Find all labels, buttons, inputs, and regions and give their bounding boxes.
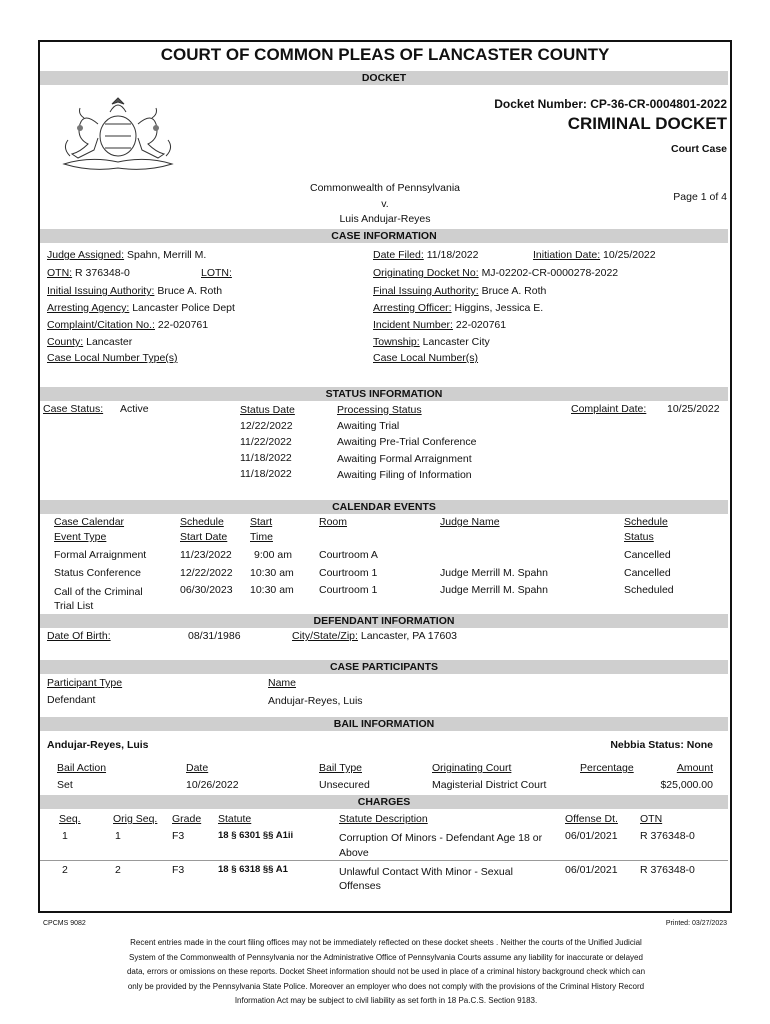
pennsylvania-seal-icon [50,94,186,174]
charge-description: Unlawful Contact With Minor - Sexual [339,866,513,878]
charge-description-line2: Offenses [339,880,381,892]
cal-header-room: Room [319,516,348,528]
charge-seq: 1 [62,830,68,842]
dob: 08/31/1986 [188,630,241,642]
charge-description-line2: Above [339,847,369,859]
calendar-events-band: CALENDAR EVENTS [40,500,728,514]
docket-band: DOCKET [40,71,728,85]
status-date-header: Status Date [240,404,295,416]
lotn-label: LOTN: [201,267,232,279]
cal-date: 12/22/2022 [180,567,233,579]
bail-header-type: Bail Type [319,762,362,774]
disclaimer [80,936,692,1009]
charge-otn: R 376348-0 [640,864,695,876]
township: Township: Lancaster City [373,336,490,348]
arresting-agency: Arresting Agency: Lancaster Police Dept [47,302,235,314]
originating-docket: Originating Docket No: MJ-02202-CR-0000278-2022 [373,267,619,279]
cal-judge: Judge Merrill M. Spahn [440,584,548,596]
disclaimer-line: System of the Commonwealth of Pennsylvania nor the Administrative Office of Pennsylvania Courts assume any liability for inaccurate or delayed [129,952,643,962]
defendant-information-band: DEFENDANT INFORMATION [40,614,728,628]
charge-offense-date: 06/01/2021 [565,830,618,842]
cal-room: Courtroom 1 [319,567,378,579]
charge-otn: R 376348-0 [640,830,695,842]
charge-statute: 18 § 6318 §§ A1 [218,864,288,875]
status-information-band: STATUS INFORMATION [40,387,728,401]
bail-header-percentage: Percentage [580,762,634,774]
cal-status: Scheduled [624,584,674,596]
charge-header-otn: OTN [640,813,663,825]
court-case-label: Court Case [670,143,727,155]
bail-amount: $25,000.00 [660,779,713,791]
charge-offense-date: 06/01/2021 [565,864,618,876]
charge-header-grade: Grade [172,813,202,825]
cal-header-judge: Judge Name [440,516,500,528]
charge-header-description: Statute Description [339,813,428,825]
cal-header-start2: Time [250,531,273,543]
complaint-date-label: Complaint Date: [571,403,647,415]
initiation-date: Initiation Date: 10/25/2022 [533,249,656,261]
bail-header-amount: Amount [676,762,713,774]
cal-header-status2: Status [624,531,654,543]
cal-header-sched2: Start Date [180,531,228,543]
cal-event: Call of the Criminal [54,586,143,598]
status-row: 11/18/2022 [240,452,292,464]
status-row: 12/22/2022 [240,420,293,432]
county: County: Lancaster [47,336,133,348]
bail-date: 10/26/2022 [186,779,239,791]
charge-grade: F3 [172,830,185,842]
cal-room: Courtroom A [319,549,378,561]
cal-event: Status Conference [54,567,141,579]
bail-defendant-name: Andujar-Reyes, Luis [47,739,149,751]
charge-seq: 2 [62,864,68,876]
final-issuing-authority: Final Issuing Authority: Bruce A. Roth [373,285,547,297]
disclaimer-line: Information Act may be subject to civil liability as set forth in 18 Pa.C.S. Section 9183. [234,996,538,1005]
cal-status: Cancelled [624,549,671,561]
case-information-band: CASE INFORMATION [40,229,728,243]
docket-number: Docket Number: CP-36-CR-0004801-2022 [494,97,727,111]
case-participants-band: CASE PARTICIPANTS [40,660,728,674]
bail-header-action: Bail Action [57,762,107,774]
court-title: COURT OF COMMON PLEAS OF LANCASTER COUNTY [160,45,610,64]
cal-header-event: Case Calendar [54,516,125,528]
case-local-numbers: Case Local Number(s) [373,352,479,364]
participant-name: Andujar-Reyes, Luis [268,695,363,707]
status-row: 11/22/2022 [240,436,292,448]
arresting-officer: Arresting Officer: Higgins, Jessica E. [373,302,544,314]
cal-event: Formal Arraignment [54,549,147,561]
charge-divider [40,860,728,861]
charge-statute: 18 § 6301 §§ A1ii [218,830,294,841]
complaint-date: 10/25/2022 [667,403,720,415]
case-local-number-type: Case Local Number Type(s) [47,352,178,364]
bail-header-date: Date [186,762,209,774]
bail-action: Set [57,779,73,791]
bail-type: Unsecured [319,779,370,791]
status-row-text: Awaiting Trial [337,420,400,432]
charge-orig-seq: 1 [115,830,121,842]
status-row-text: Awaiting Filing of Information [337,469,472,481]
page-number: Page 1 of 4 [673,191,727,203]
complaint-citation: Complaint/Citation No.: 22-020761 [47,319,209,331]
charge-grade: F3 [172,864,185,876]
cal-header-status: Schedule [624,516,668,528]
cal-status: Cancelled [624,567,671,579]
processing-status-header: Processing Status [337,404,422,416]
form-number: CPCMS 9082 [43,920,86,927]
disclaimer-line: data, errors or omissions on these reports. Docket Sheet information should not be used in place of a criminal history background check which can [126,967,646,976]
cal-date: 06/30/2023 [180,584,233,596]
caption-versus: v. [381,198,389,210]
cal-header-sched: Schedule [180,516,224,528]
participant-type: Defendant [47,694,96,706]
charge-description: Corruption Of Minors - Defendant Age 18 or [339,832,543,844]
cal-time: 10:30 am [250,567,294,579]
cal-date: 11/23/2022 [180,549,232,561]
charges-band: CHARGES [40,795,728,809]
city-state-zip: City/State/Zip: Lancaster, PA 17603 [292,630,458,642]
charge-header-statute: Statute [218,813,252,825]
cal-time: 10:30 am [250,584,294,596]
printed-date: Printed: 03/27/2023 [665,920,727,927]
date-filed: Date Filed: 11/18/2022 [373,249,479,261]
case-status: Case Status: [43,403,104,415]
charge-orig-seq: 2 [115,864,121,876]
cal-judge: Judge Merrill M. Spahn [440,567,548,579]
status-row-text: Awaiting Formal Arraignment [337,453,472,465]
disclaimer-line: Recent entries made in the court filing offices may not be immediately reflected on these docket sheets . Neither the courts of the Unified Judicial [130,938,642,947]
participant-type-header: Participant Type [47,677,123,689]
otn: OTN: R 376348-0 [47,267,130,279]
incident-number: Incident Number: 22-020761 [373,319,507,331]
bail-header-court: Originating Court [432,762,512,774]
dob-label: Date Of Birth: [47,630,111,642]
charge-header-offense-date: Offense Dt. [565,813,618,825]
judge-assigned: Judge Assigned: Spahn, Merrill M. [47,249,207,261]
bail-information-band: BAIL INFORMATION [40,717,728,731]
disclaimer-line: only be provided by the Pennsylvania State Police. Moreover an employer who does not comply with the provisions of the Criminal History Record [127,981,645,991]
cal-header-event2: Event Type [54,531,107,543]
caption-plaintiff: Commonwealth of Pennsylvania [310,182,460,194]
cal-time: 9:00 am [254,549,292,561]
bail-originating-court: Magisterial District Court [432,779,547,791]
cal-room: Courtroom 1 [319,584,378,596]
case-status-value: Active [120,403,149,415]
cal-event-line2: Trial List [54,600,94,612]
nebbia-status: Nebbia Status: None [610,739,713,751]
status-row-text: Awaiting Pre-Trial Conference [337,436,477,448]
initial-issuing-authority: Initial Issuing Authority: Bruce A. Roth [47,285,223,297]
participant-name-header: Name [268,677,297,689]
charge-header-orig: Orig Seq. [113,813,158,825]
charge-header-seq: Seq. [59,813,81,825]
cal-header-start: Start [250,516,273,528]
status-row: 11/18/2022 [240,468,292,480]
caption-defendant: Luis Andujar-Reyes [339,213,431,225]
criminal-docket-title: CRIMINAL DOCKET [567,114,727,133]
